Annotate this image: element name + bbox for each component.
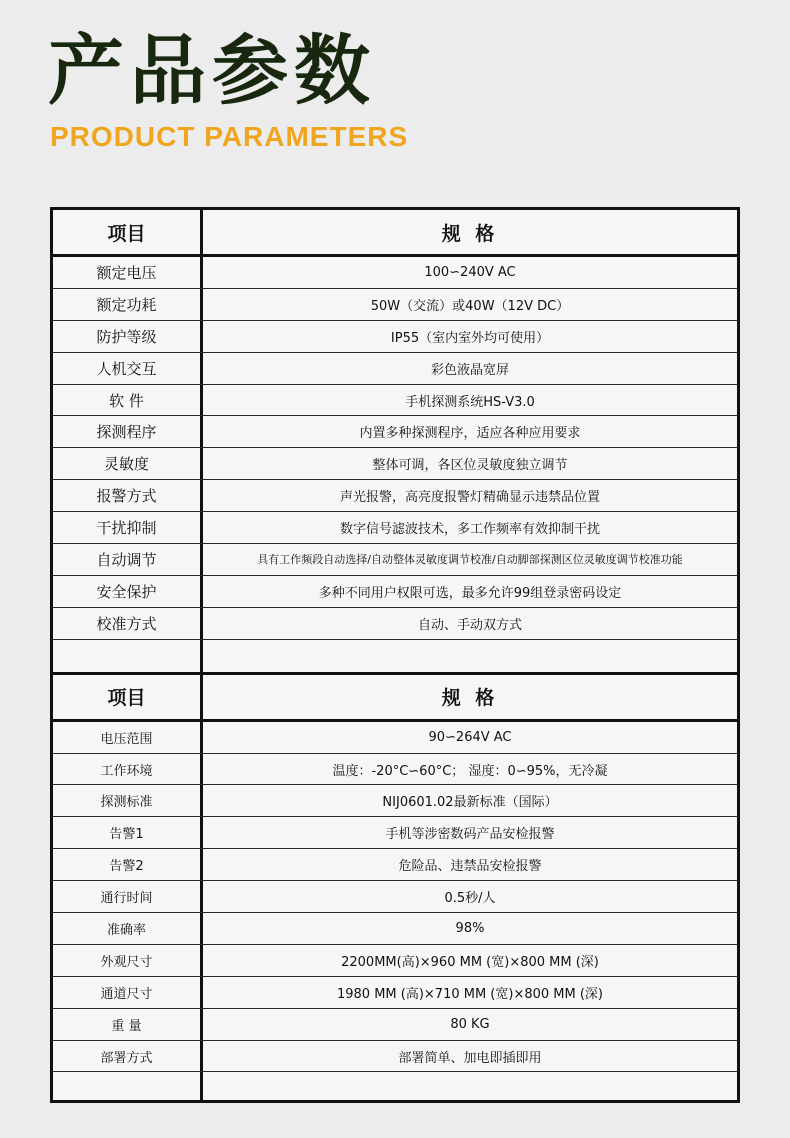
- row-value: [203, 1072, 737, 1103]
- row-label: 重 量: [53, 1009, 203, 1040]
- table-row: [53, 785, 737, 817]
- row-value: 98%: [455, 920, 485, 936]
- table-row: [53, 977, 737, 1009]
- table-row: [53, 385, 737, 417]
- row-value: 温度：-20°C∽60°C； 湿度：0∽95%，无冷凝: [332, 763, 608, 779]
- row-label: 人机交互: [53, 353, 203, 384]
- table-row: [53, 480, 737, 512]
- row-value: 数字信号滤波技术，多工作频率有效抑制干扰: [339, 522, 600, 538]
- table-row: [53, 881, 737, 913]
- row-value: IP55（室内室外均可使用）: [390, 330, 550, 346]
- row-label: 额定电压: [53, 257, 203, 288]
- table-row: [53, 512, 737, 544]
- parameters-table: [50, 207, 740, 1103]
- row-value: 声光报警，高亮度报警灯精确显示违禁品位置: [339, 490, 600, 506]
- header-label: 项目: [53, 675, 203, 719]
- row-label: 额定功耗: [53, 289, 203, 320]
- row-value: 多种不同用户权限可选，最多允许99组登录密码设定: [318, 585, 622, 601]
- table-row: [53, 576, 737, 608]
- table-row: [53, 544, 737, 576]
- row-label: 报警方式: [53, 480, 203, 511]
- row-label: [53, 1072, 203, 1103]
- table-row: [53, 257, 737, 289]
- row-value: 整体可调，各区位灵敏度独立调节: [372, 458, 568, 474]
- row-label: 防护等级: [53, 321, 203, 352]
- table-header: [53, 210, 737, 257]
- row-label: 自动调节: [53, 544, 203, 575]
- table-row: [53, 722, 737, 754]
- table-row: [53, 817, 737, 849]
- row-label: 软 件: [53, 385, 203, 416]
- table-row: [53, 321, 737, 353]
- row-value: 2200MM(高)×960 MM (宽)×800 MM (深): [341, 954, 599, 970]
- page-title: 产品参数: [48, 26, 376, 115]
- row-value: 手机探测系统HS-V3.0: [405, 394, 535, 410]
- table-row: [53, 448, 737, 480]
- row-value: 100∽240V AC: [424, 264, 516, 280]
- table-row: [53, 1041, 737, 1073]
- row-label: 通行时间: [53, 881, 203, 912]
- row-label: 部署方式: [53, 1041, 203, 1072]
- row-value: 自动、手动双方式: [417, 617, 522, 633]
- page-subtitle: PRODUCT PARAMETERS: [50, 121, 409, 152]
- row-label: 告警1: [53, 817, 203, 848]
- table-row: [53, 754, 737, 786]
- table-row: [53, 289, 737, 321]
- table-header: [53, 675, 737, 722]
- row-value: 手机等涉密数码产品安检报警: [385, 827, 555, 843]
- row-label: 探测标准: [53, 785, 203, 816]
- table-row: [53, 416, 737, 448]
- row-label: 安全保护: [53, 576, 203, 607]
- row-value: 具有工作频段自动选择/自动整体灵敏度调节校准/自动脚部探测区位灵敏度调节校准功能: [257, 553, 683, 567]
- table-row: [53, 945, 737, 977]
- table-row: [53, 849, 737, 881]
- row-label: 准确率: [53, 913, 203, 944]
- row-value: 50W（交流）或40W（12V DC）: [370, 298, 570, 314]
- row-value: NIJ0601.02最新标准（国际）: [382, 795, 558, 811]
- row-label: 通道尺寸: [53, 977, 203, 1008]
- row-label: 电压范围: [53, 722, 203, 753]
- row-value: 90∽264V AC: [428, 729, 512, 745]
- row-label: 工作环境: [53, 754, 203, 785]
- row-label: 告警2: [53, 849, 203, 880]
- row-label: 外观尺寸: [53, 945, 203, 976]
- row-label: 灵敏度: [53, 448, 203, 479]
- table-row: [53, 608, 737, 640]
- table-row: [53, 1009, 737, 1041]
- header-label: 项目: [53, 210, 203, 254]
- row-value: 危险品、违禁品安检报警: [398, 859, 542, 875]
- row-value: 0.5秒/人: [444, 891, 496, 907]
- table-row-blank: [53, 1072, 737, 1103]
- row-value: 部署简单、加电即插即用: [398, 1050, 542, 1066]
- row-value: 内置多种探测程序，适应各种应用要求: [359, 426, 581, 442]
- row-label: [53, 640, 203, 672]
- header-value: 规 格: [441, 222, 499, 245]
- row-value: 彩色液晶宽屏: [430, 362, 509, 378]
- row-value: 80 KG: [450, 1016, 490, 1032]
- header-value: 规 格: [441, 687, 499, 710]
- row-label: 探测程序: [53, 416, 203, 447]
- table-row: [53, 913, 737, 945]
- row-value: [203, 640, 737, 672]
- row-label: 校准方式: [53, 608, 203, 639]
- table-row: [53, 353, 737, 385]
- row-value: 1980 MM (高)×710 MM (宽)×800 MM (深): [336, 986, 604, 1002]
- row-label: 干扰抑制: [53, 512, 203, 543]
- table-row-blank: [53, 640, 737, 675]
